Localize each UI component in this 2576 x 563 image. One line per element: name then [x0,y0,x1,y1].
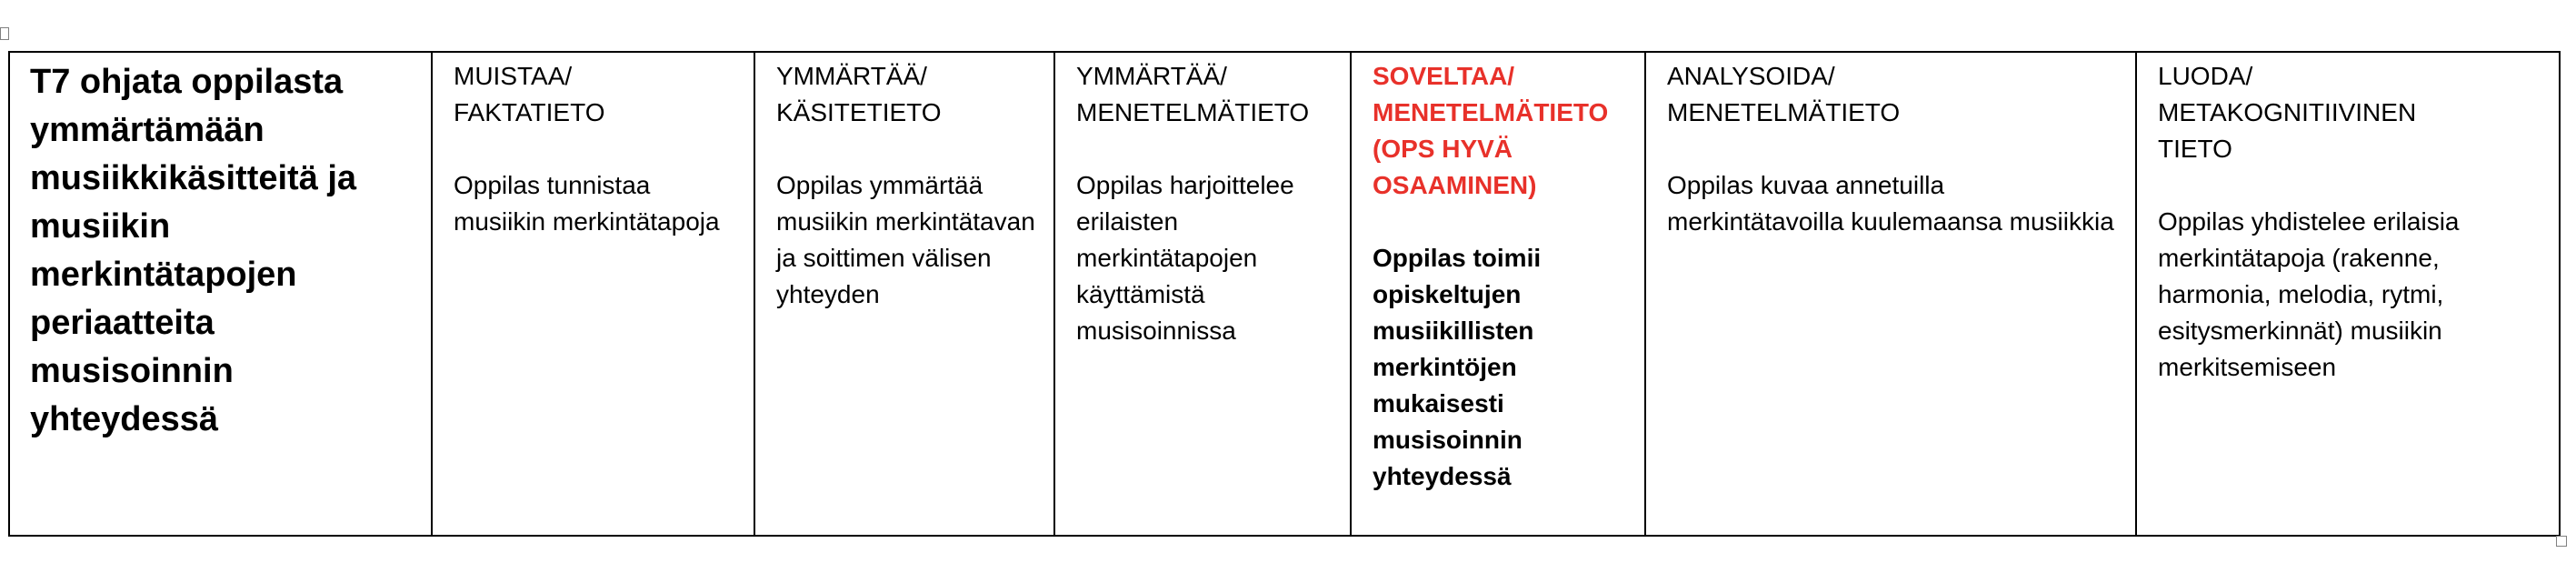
level-description: Oppilas ymmärtää musiikin merkintätavan ja soittimen välisen yhteyden [776,171,1035,308]
level-cell-muistaa[interactable] [432,52,754,536]
level-heading: YMMÄRTÄÄ/ KÄSITETIETO [776,62,942,126]
level-cell-analysoida[interactable] [1645,52,2136,536]
goal-cell[interactable] [9,52,432,536]
level-heading-highlighted: SOVELTAA/ MENETELMÄTIETO (OPS HYVÄ OSAAMINEN) [1373,62,1609,199]
level-heading: LUODA/ METAKOGNITIIVINEN TIETO [2158,62,2417,163]
level-description: Oppilas kuvaa annetuilla merkintätavoilla kuulemaansa musiikkia [1667,171,2114,236]
level-heading: ANALYSOIDA/ MENETELMÄTIETO [1667,62,1901,126]
level-description: Oppilas harjoittelee erilaisten merkintätapojen käyttämistä musisoinnissa [1076,171,1294,345]
level-description: Oppilas yhdistelee erilaisia merkintätapoja (rakenne, harmonia, melodia, rytmi, esitysmerkinnät) musiikin merkitsemiseen [2158,207,2460,381]
learning-goal-table [8,51,2561,537]
table-row [9,52,2560,536]
level-heading: MUISTAA/ FAKTATIETO [454,62,605,126]
table-resize-handle-icon[interactable] [2556,536,2567,547]
level-heading: YMMÄRTÄÄ/ MENETELMÄTIETO [1076,62,1310,126]
level-description-bold: Oppilas toimii opiskeltujen musiikillisten merkintöjen mukaisesti musisoinnin yhteydessä [1373,244,1542,490]
level-cell-luoda[interactable] [2136,52,2560,536]
level-cell-ymmartaa-kasitetieto[interactable] [754,52,1054,536]
level-description: Oppilas tunnistaa musiikin merkintätapoja [454,171,720,236]
table-move-handle-icon[interactable] [0,27,9,40]
level-cell-soveltaa[interactable] [1351,52,1645,536]
goal-text: T7 ohjata oppilasta ymmärtämään musiikkikäsitteitä ja musiikin merkintätapojen periaatteita musisoinnin yhteydessä [30,63,357,438]
level-cell-ymmartaa-menetelmatieto[interactable] [1054,52,1351,536]
